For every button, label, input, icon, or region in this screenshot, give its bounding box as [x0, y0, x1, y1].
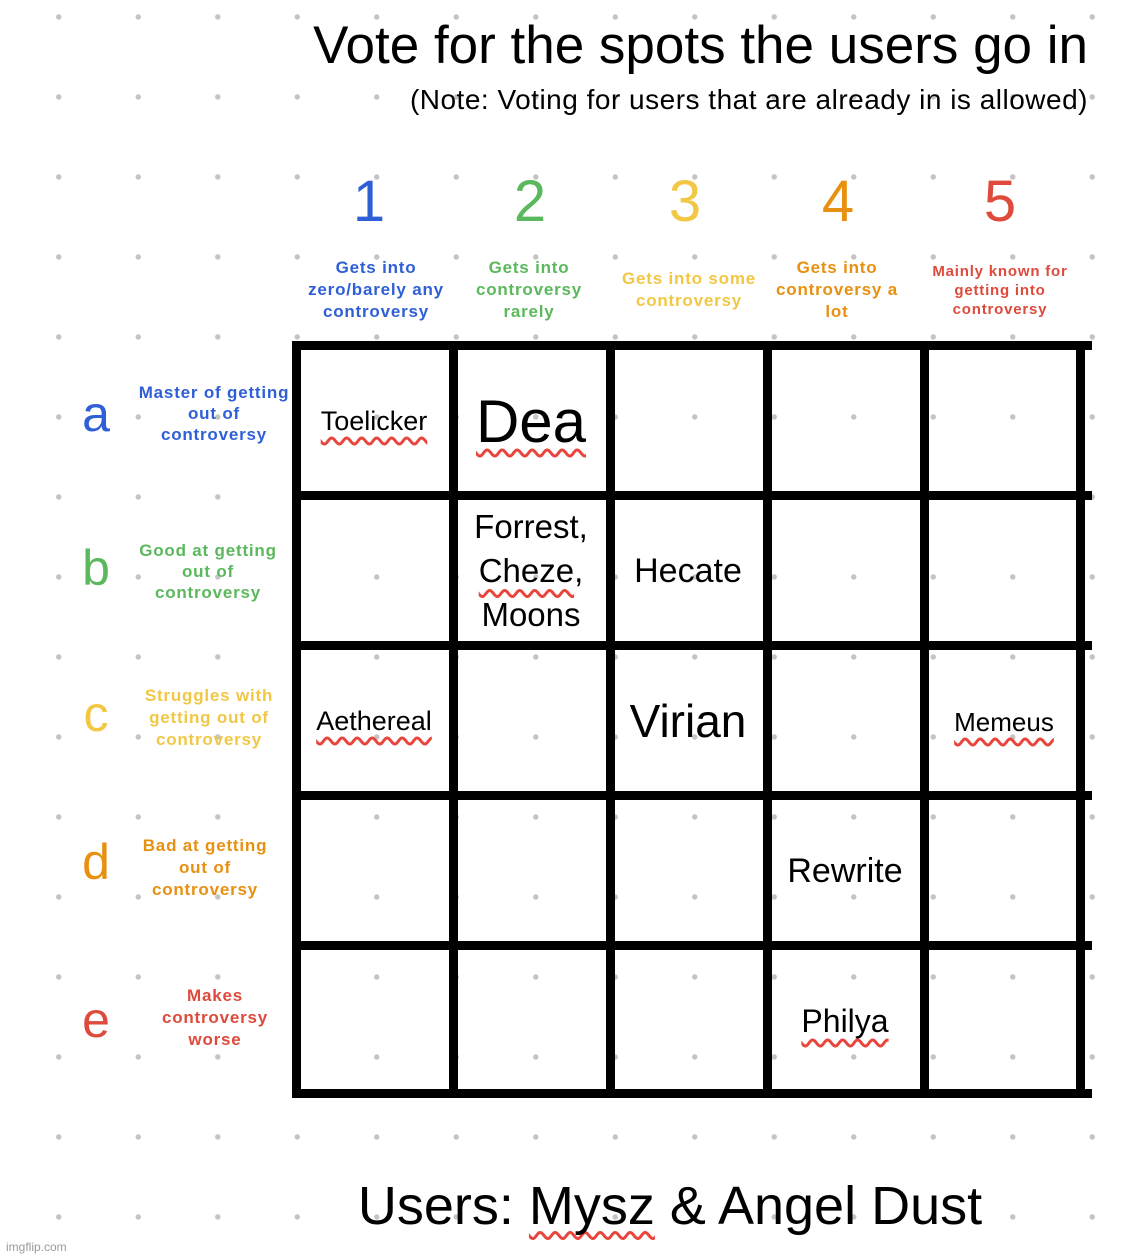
user-name: Dea [475, 387, 587, 455]
user-name: Memeus [954, 706, 1054, 737]
row-letter-d: d [82, 834, 110, 890]
user-name: Rewrite [787, 851, 903, 890]
row-desc-e: Makes controversy worse [161, 986, 269, 1049]
row-desc-d: Bad at getting out of controversy [142, 836, 268, 899]
users-separator: & [654, 1176, 718, 1236]
cell-e4[interactable] [769, 947, 921, 1095]
cell-c3[interactable] [612, 647, 764, 795]
cell-b2[interactable] [455, 497, 607, 645]
column-desc-5: Mainly known for getting into controversy [932, 262, 1068, 318]
column-desc-1: Gets into zero/barely any controversy [308, 258, 444, 321]
page-note: (Note: Voting for users that are already in is allowed) [409, 84, 1088, 115]
user-name: Moons [481, 596, 581, 633]
grid-line [292, 1089, 1092, 1098]
watermark: imgflip.com [6, 1240, 67, 1254]
user-name-line [479, 549, 584, 593]
column-desc-2: Gets into controversy rarely [475, 258, 583, 321]
comma: , [574, 552, 584, 589]
user-name: Aethereal [316, 705, 432, 736]
user-name: Philya [801, 1002, 889, 1039]
column-desc-4: Gets into controversy a lot [776, 258, 898, 321]
cell-a2[interactable] [455, 347, 607, 495]
row-letter-a: a [82, 386, 110, 442]
row-letter-b: b [82, 540, 110, 596]
column-number-4: 4 [821, 169, 855, 234]
user-1: Mysz [528, 1176, 655, 1236]
row-letter-c: c [83, 686, 109, 742]
user-name: Cheze [478, 552, 575, 589]
column-number-5: 5 [983, 169, 1017, 234]
row-letter-e: e [82, 992, 110, 1048]
user-name: Forrest, [474, 508, 588, 545]
cell-d4[interactable] [769, 797, 921, 945]
column-number-3: 3 [668, 169, 702, 234]
users-line [230, 1170, 1110, 1242]
user-name: Hecate [634, 551, 742, 590]
grid-line [292, 941, 1092, 950]
cell-c1[interactable] [298, 647, 450, 795]
user-name: Toelicker [320, 405, 428, 436]
cell-b3[interactable] [612, 497, 764, 645]
row-desc-a: Master of getting out of controversy [138, 382, 290, 444]
cell-c5-label[interactable] [928, 648, 1080, 796]
user-name: Virian [629, 695, 747, 747]
users-prefix: Users: [357, 1176, 529, 1236]
column-number-1: 1 [352, 169, 386, 234]
cell-a1[interactable] [298, 347, 450, 495]
user-2: Angel Dust [717, 1176, 983, 1236]
column-number-2: 2 [513, 169, 547, 234]
row-desc-b: Good at getting out of controversy [139, 540, 277, 602]
column-desc-3: Gets into some controversy [621, 269, 756, 310]
row-desc-c: Struggles with getting out of controversy [144, 686, 274, 749]
page-title: Vote for the spots the users go in [313, 16, 1088, 75]
